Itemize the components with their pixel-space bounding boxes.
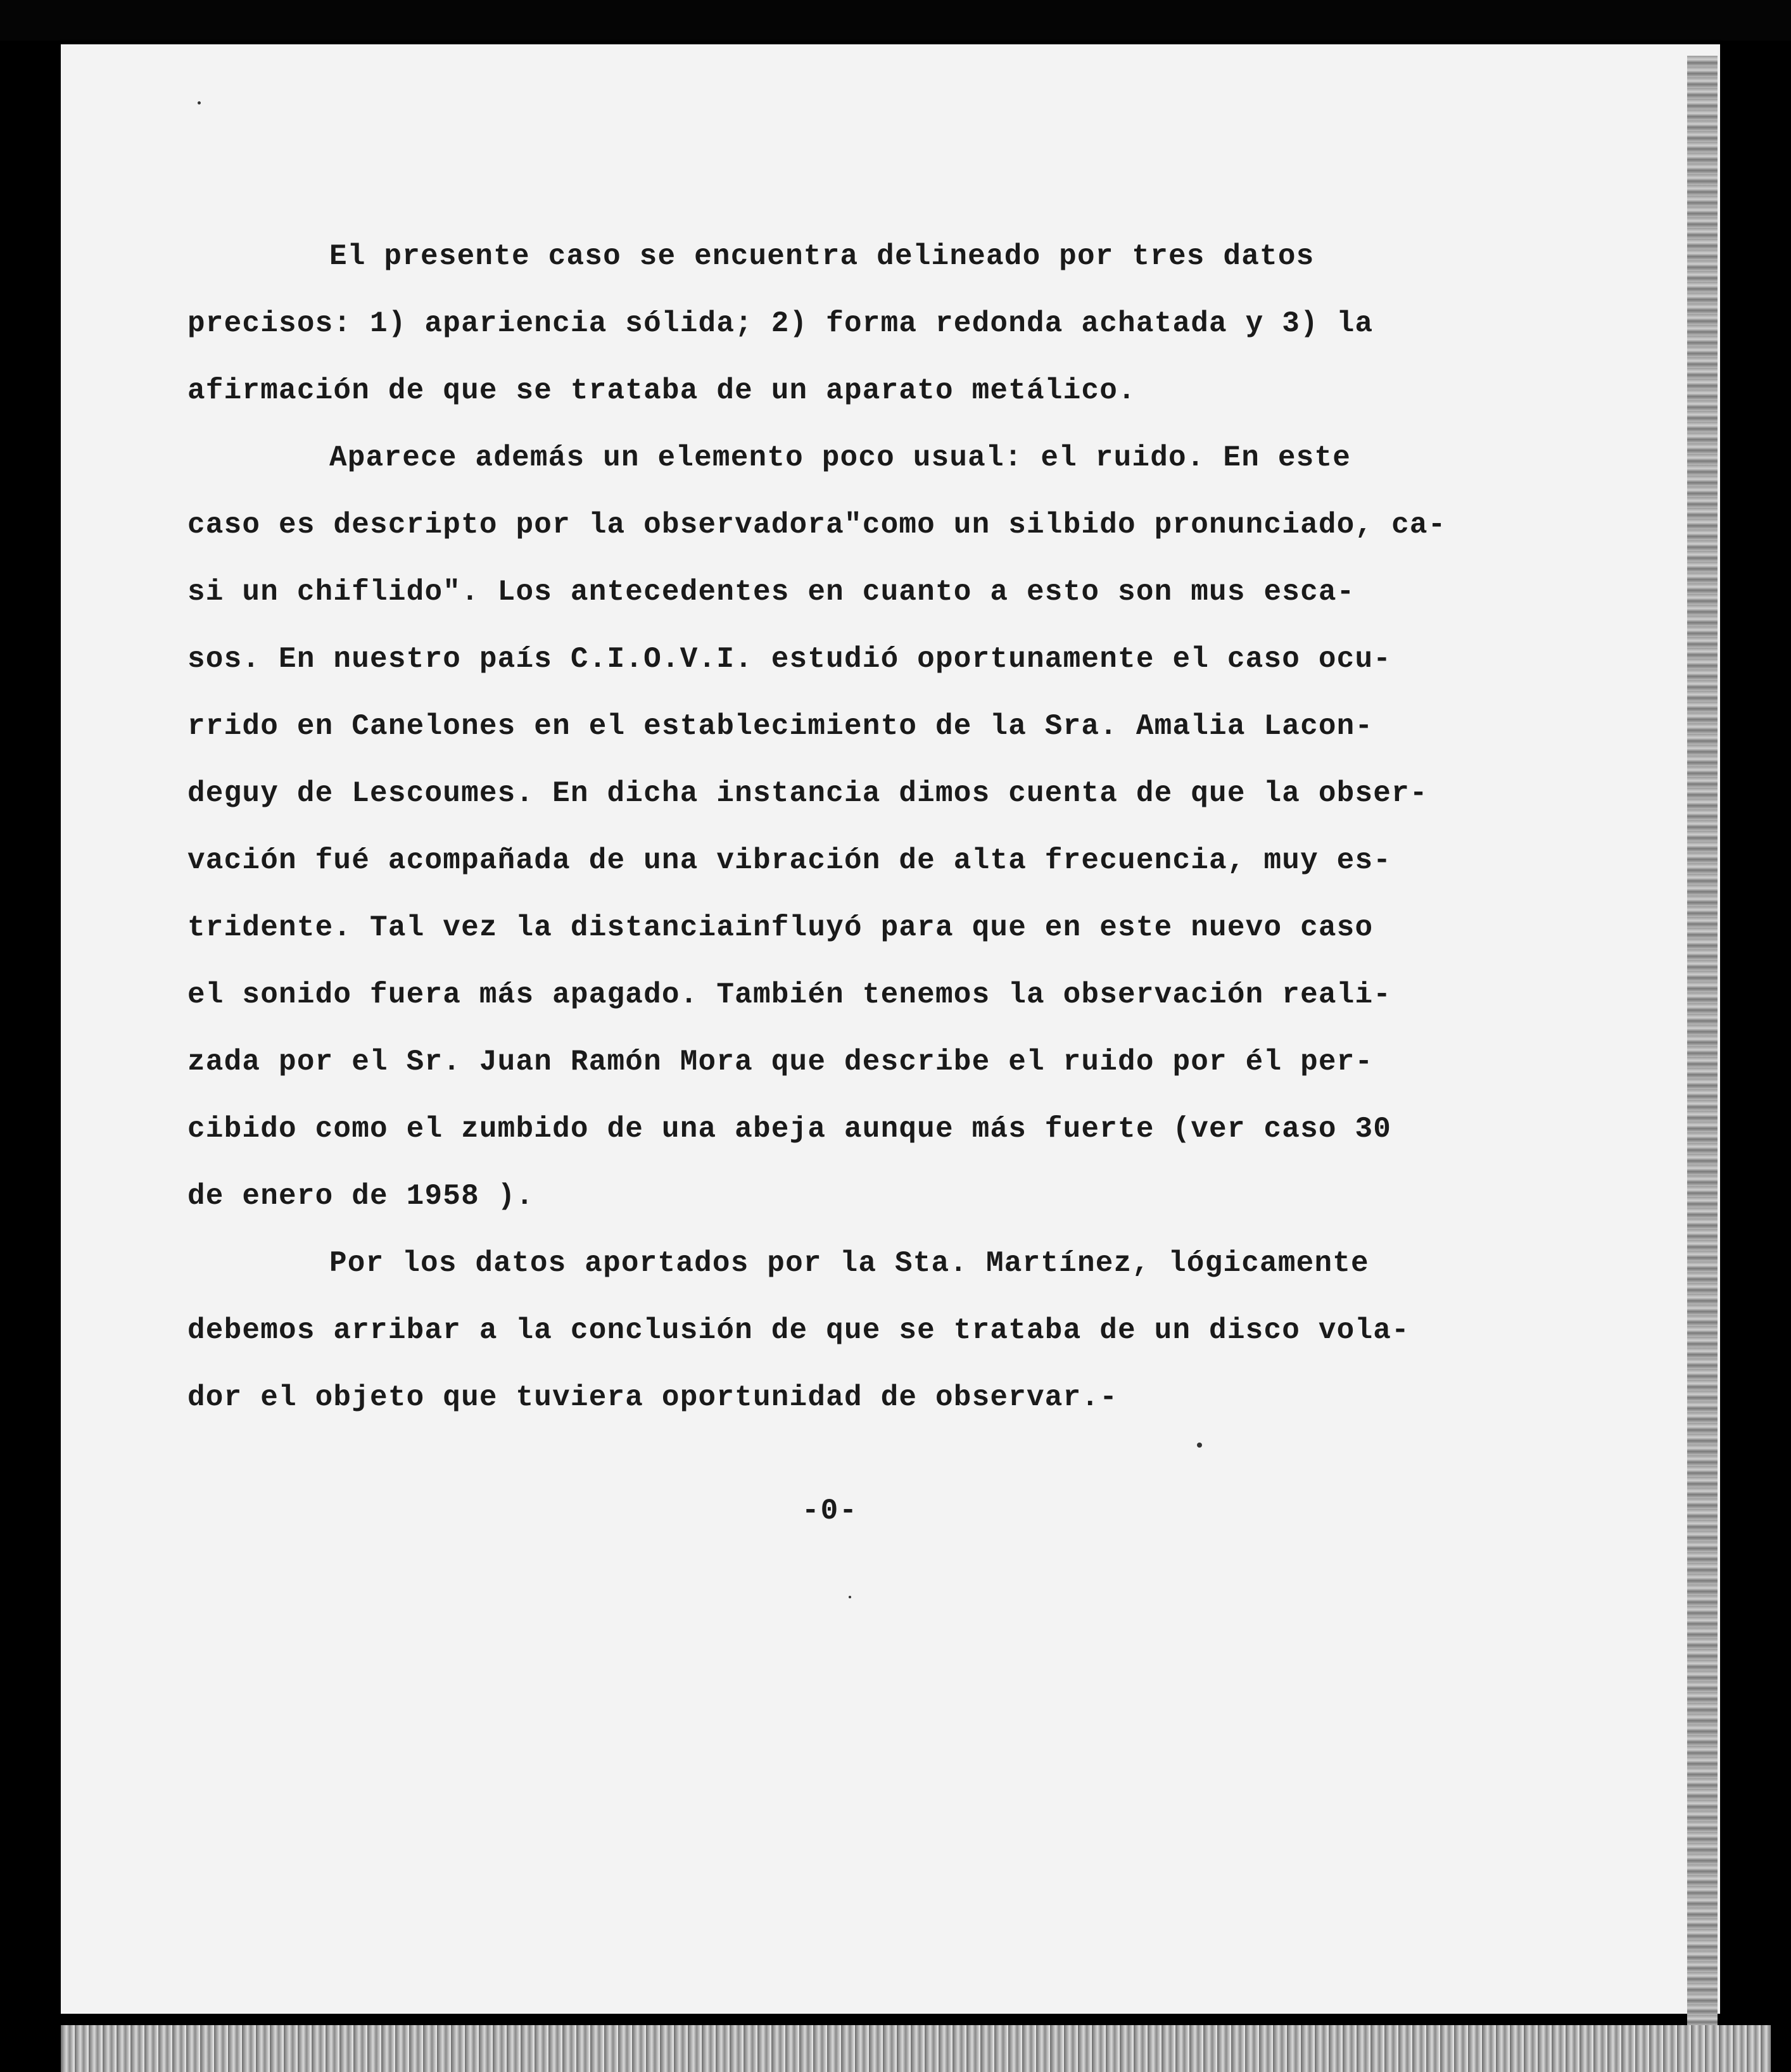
text-line: sos. En nuestro país C.I.O.V.I. estudió oportunamente el caso ocu-: [187, 643, 1392, 676]
dust-speck: [849, 1596, 851, 1598]
text-line: precisos: 1) apariencia sólida; 2) forma redonda achatada y 3) la: [187, 307, 1374, 340]
text-line: el sonido fuera más apagado. También tenemos la observación reali-: [187, 978, 1392, 1011]
text-line: si un chiflido". Los antecedentes en cuanto a esto son mus esca-: [187, 576, 1355, 609]
text-line: Aparece además un elemento poco usual: el ruido. En este: [329, 441, 1351, 474]
text-line: deguy de Lescoumes. En dicha instancia dimos cuenta de que la obser-: [187, 777, 1428, 810]
end-of-text-mark: -0-: [802, 1494, 858, 1527]
text-line: zada por el Sr. Juan Ramón Mora que describe el ruido por él per-: [187, 1045, 1374, 1078]
dust-speck: [1197, 1443, 1202, 1448]
text-line: cibido como el zumbido de una abeja aunque más fuerte (ver caso 30: [187, 1113, 1392, 1146]
scan-top-border: [0, 0, 1791, 41]
text-line: Por los datos aportados por la Sta. Martínez, lógicamente: [329, 1247, 1369, 1280]
text-line: dor el objeto que tuviera oportunidad de observar.-: [187, 1381, 1118, 1414]
text-line: debemos arribar a la conclusión de que se trataba de un disco vola-: [187, 1314, 1410, 1347]
text-line: tridente. Tal vez la distanciainfluyó para que en este nuevo caso: [187, 911, 1374, 944]
scan-bottom-edge: [61, 2025, 1771, 2072]
text-line: afirmación de que se trataba de un aparato metálico.: [187, 374, 1136, 407]
text-line: vación fué acompañada de una vibración de alta frecuencia, muy es-: [187, 844, 1392, 877]
dust-speck: [198, 101, 201, 104]
text-line: El presente caso se encuentra delineado por tres datos: [329, 240, 1315, 273]
text-line: rrido en Canelones en el establecimiento de la Sra. Amalia Lacon-: [187, 710, 1374, 743]
text-line: caso es descripto por la observadora"como un silbido pronunciado, ca-: [187, 509, 1446, 541]
typed-text-body: [187, 223, 1619, 1431]
text-line: de enero de 1958 ).: [187, 1180, 535, 1213]
scan-right-edge: [1687, 56, 1718, 2025]
